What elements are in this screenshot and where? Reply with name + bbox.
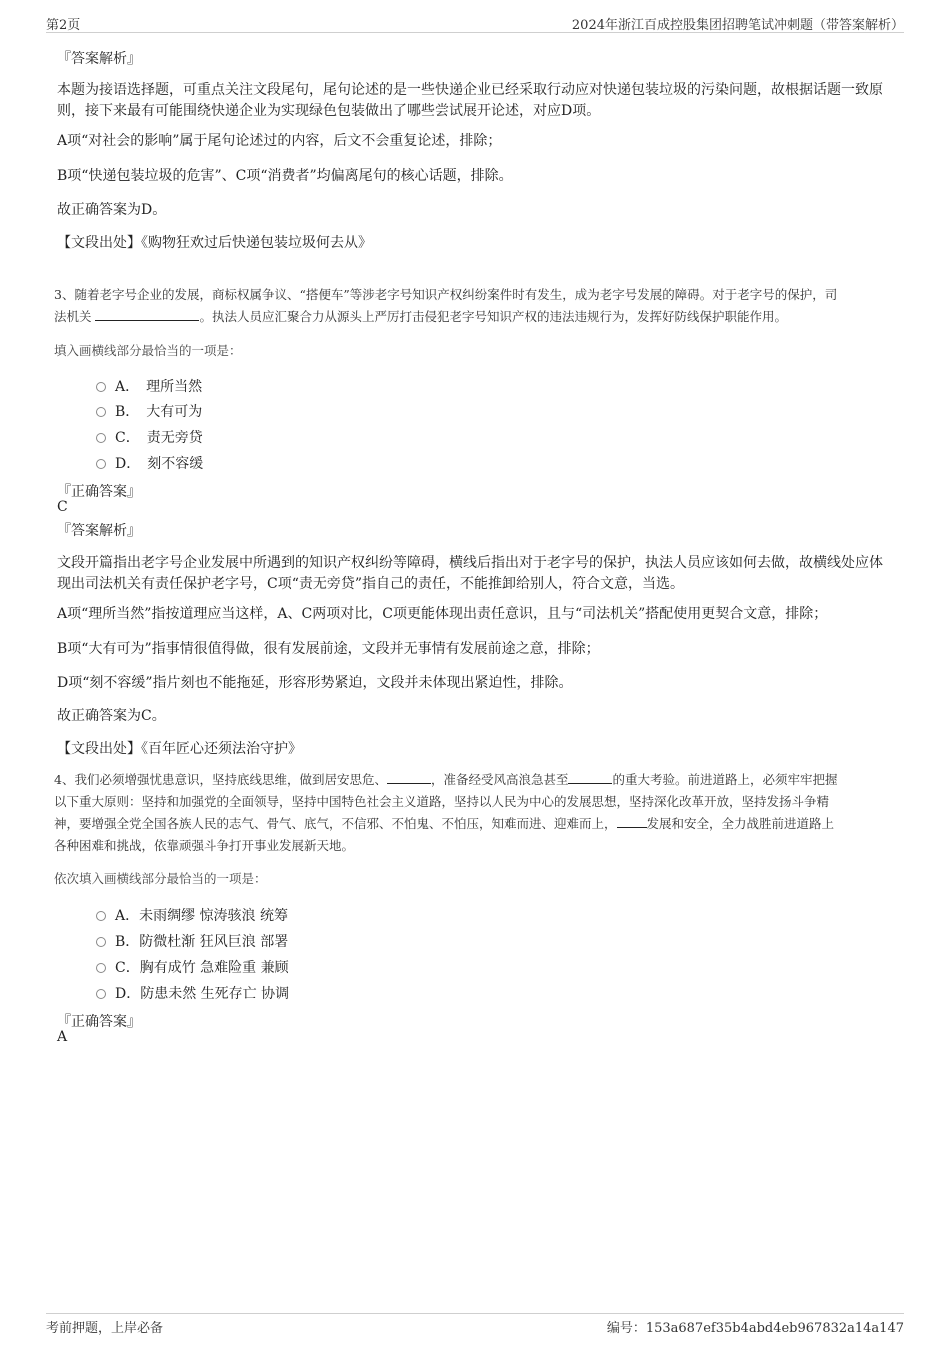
question-prompt: 依次填入画横线部分最恰当的一项是： bbox=[54, 871, 267, 886]
question-stem: 3、随着老字号企业的发展，商标权属争议、“搭便车”等涉老字号知识产权纠纷案件时有发生，成为老字号发展的障碍。对于老字号的保护，司 法机关 。执法人员应汇聚合力从源头上严厉打击侵犯老字号知识产权的违法违规行为，发挥好防线保护职能作用。 bbox=[54, 287, 838, 324]
radio-icon[interactable] bbox=[96, 937, 106, 947]
radio-icon[interactable] bbox=[96, 989, 106, 999]
analysis-paragraph: 本题为接语选择题，可重点关注文段尾句，尾句论述的是一些快递企业已经采取行动应对快递包装垃圾的污染问题，故根据话题一致原则，接下来最有可能围绕快递企业为实现绿色包装做出了哪些尝试展开论述，对应D项。 bbox=[57, 82, 883, 119]
analysis-paragraph: A项“理所当然”指按道理应当这样，A、C两项对比，C项更能体现出责任意识，且与“司法机关”搭配使用更契合文意，排除； bbox=[57, 606, 828, 622]
correct-answer: C bbox=[57, 499, 68, 515]
analysis-conclusion: 故正确答案为D。 bbox=[57, 202, 167, 218]
radio-icon[interactable] bbox=[96, 963, 106, 973]
analysis-paragraph: B项“大有可为”指事情很值得做，很有发展前途，文段并无事情有发展前途之意，排除； bbox=[57, 641, 600, 657]
analysis-label: 『答案解析』 bbox=[57, 51, 141, 67]
analysis-conclusion: 故正确答案为C。 bbox=[57, 708, 166, 724]
answer-blank bbox=[387, 770, 431, 784]
analysis-paragraph: 文段开篇指出老字号企业发展中所遇到的知识产权纠纷等障碍，横线后指出对于老字号的保护，执法人员应该如何去做，故横线处应体现出司法机关有责任保护老字号，C项“责无旁贷”指自己的责任，不能推卸给别人，符合文意，当选。 bbox=[57, 555, 883, 592]
page-number: 第2页 bbox=[46, 18, 81, 33]
footer-slogan: 考前押题，上岸必备 bbox=[46, 1321, 164, 1336]
analysis-paragraph: A项“对社会的影响”属于尾句论述过的内容，后文不会重复论述，排除； bbox=[57, 133, 502, 149]
radio-icon[interactable] bbox=[96, 433, 106, 443]
page-footer bbox=[46, 1313, 904, 1334]
correct-answer-label: 『正确答案』 bbox=[57, 484, 141, 500]
footer-serial: 编号：153a687ef35b4abd4eb967832a14a147 bbox=[606, 1321, 904, 1336]
radio-icon[interactable] bbox=[96, 382, 106, 392]
page-header bbox=[46, 14, 904, 33]
analysis-paragraph: D项“刻不容缓”指片刻也不能拖延，形容形势紧迫，文段并未体现出紧迫性，排除。 bbox=[57, 675, 573, 691]
analysis-paragraph: B项“快递包装垃圾的危害”、C项“消费者”均偏离尾句的核心话题，排除。 bbox=[57, 168, 513, 184]
question-prompt: 填入画横线部分最恰当的一项是： bbox=[54, 343, 242, 358]
analysis-label: 『答案解析』 bbox=[57, 523, 141, 539]
answer-blank bbox=[617, 814, 647, 828]
radio-icon[interactable] bbox=[96, 911, 106, 921]
correct-answer: A bbox=[57, 1029, 68, 1045]
radio-icon[interactable] bbox=[96, 459, 106, 469]
document-title: 2024年浙江百成控股集团招聘笔试冲刺题（带答案解析） bbox=[571, 18, 904, 33]
source-citation: 【文段出处】《购物狂欢过后快递包装垃圾何去从》 bbox=[57, 235, 372, 251]
answer-blank bbox=[95, 307, 199, 321]
radio-icon[interactable] bbox=[96, 407, 106, 417]
source-citation: 【文段出处】《百年匠心还须法治守护》 bbox=[57, 741, 302, 757]
answer-blank bbox=[568, 770, 612, 784]
question-stem: 4、我们必须增强忧患意识，坚持底线思维，做到居安思危、 ，准备经受风高浪急甚至 的重大考验。前进道路上，必须牢牢把握 以下重大原则：坚持和加强党的全面领导，坚持中国特色社会主义道路，坚持以人民为中心的发展思想，坚持深化改革开放，坚持发扬斗争精 神，要增强全党全国各族人民的志气、骨气、底气，不信邪、不怕鬼、不怕压，知难而进、迎难而上， 发展和安全，全力战胜前进道路上 各种困难和挑战，依靠顽强斗争打开事业发展新天地。 bbox=[54, 772, 838, 853]
correct-answer-label: 『正确答案』 bbox=[57, 1014, 141, 1030]
